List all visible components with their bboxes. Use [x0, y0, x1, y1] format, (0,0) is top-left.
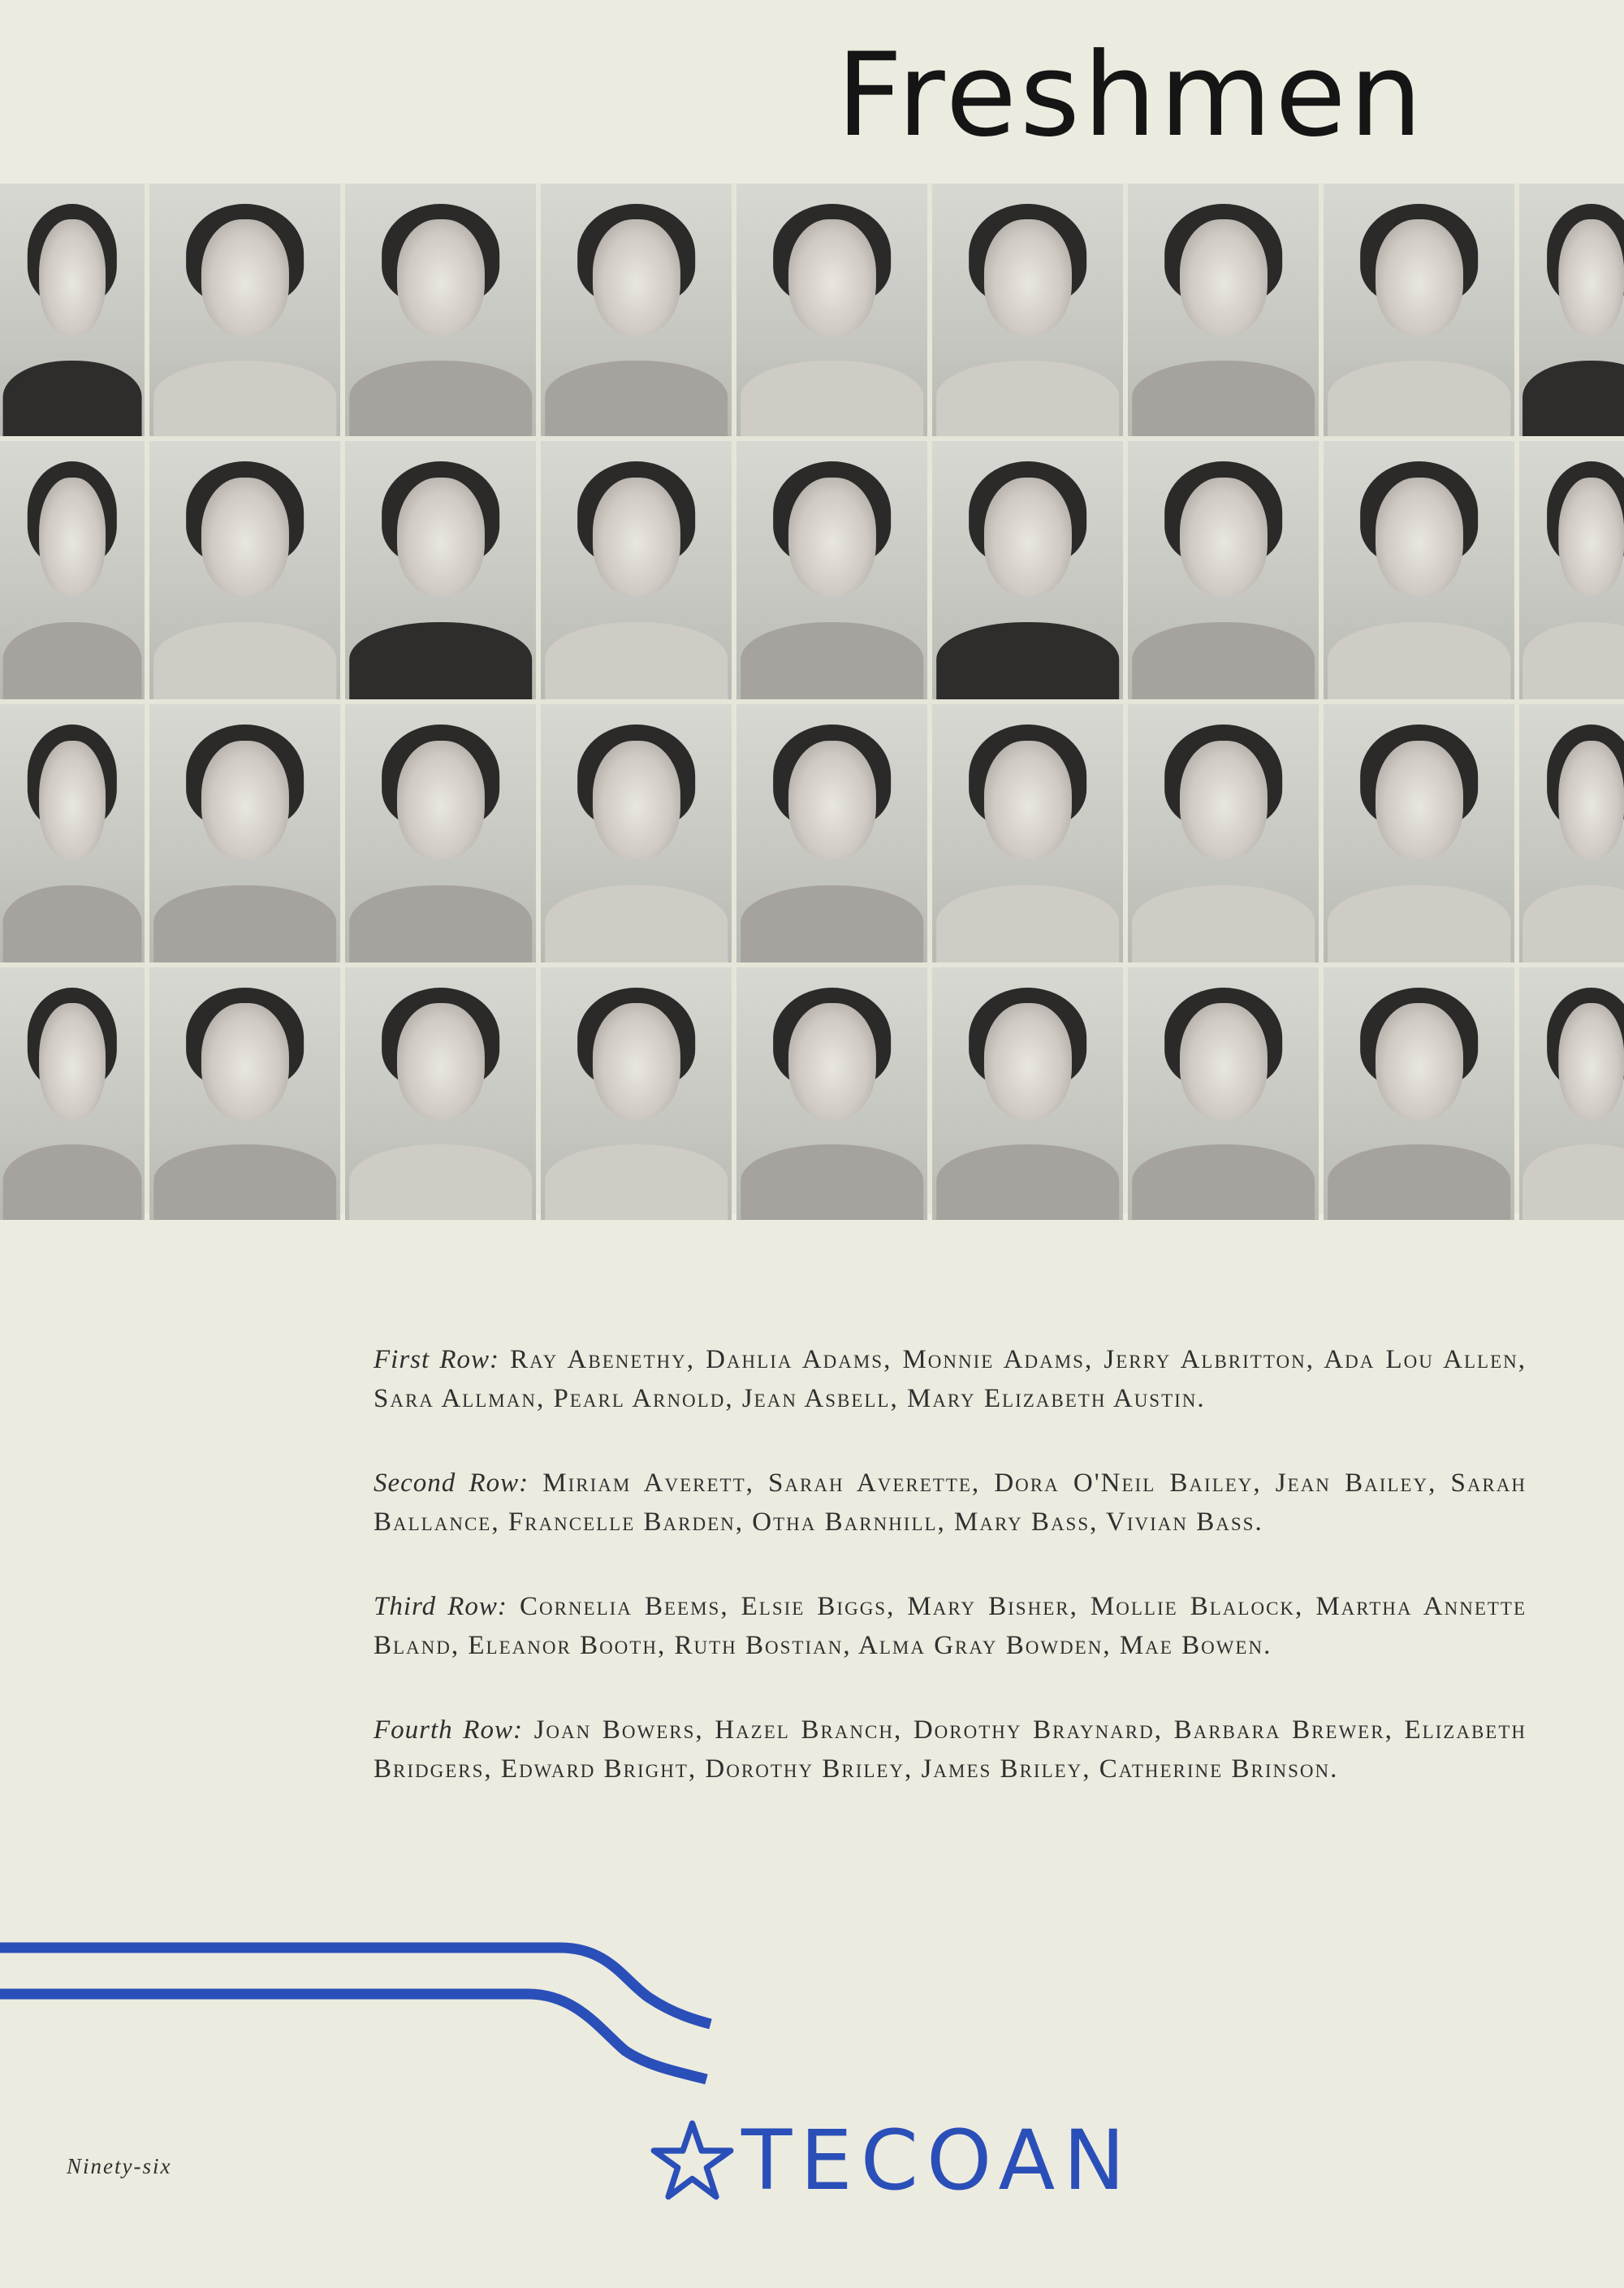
portrait-shoulders — [1328, 1144, 1511, 1220]
caption-second-row — [374, 1464, 1527, 1542]
portrait-shoulders — [936, 1144, 1120, 1220]
row-names: Ray Abenethy, Dahlia Adams, Monnie Adams, Jerry Albritton, Ada Lou Allen, Sara Allman, Pearl Arnold, Jean Asbell, Mary Elizabeth Austin. — [374, 1345, 1527, 1413]
portrait-grid — [0, 184, 1624, 1213]
portrait-shoulders — [741, 361, 924, 436]
student-portrait — [149, 704, 340, 962]
student-portrait — [1519, 967, 1624, 1220]
student-portrait — [345, 184, 536, 436]
portrait-face — [592, 478, 680, 596]
student-portrait — [1128, 967, 1319, 1220]
portrait-face — [788, 219, 875, 335]
portrait-shoulders — [1328, 361, 1511, 436]
student-portrait — [541, 184, 732, 436]
portrait-shoulders — [153, 1144, 337, 1220]
portrait-shoulders — [545, 361, 728, 436]
portrait-face — [983, 741, 1071, 859]
student-portrait — [932, 704, 1123, 962]
portrait-face — [1558, 1003, 1624, 1119]
portrait-face — [1375, 478, 1462, 596]
student-portrait — [1324, 704, 1514, 962]
portrait-face — [39, 219, 106, 335]
portrait-shoulders — [741, 885, 924, 962]
star-icon — [650, 2118, 735, 2204]
logo-wordmark: TECOAN — [741, 2112, 1134, 2209]
portrait-face — [1179, 478, 1267, 596]
portrait-shoulders — [1522, 361, 1624, 436]
portrait-shoulders — [1132, 361, 1315, 436]
row-names: Miriam Averett, Sarah Averette, Dora O'Neil Bailey, Jean Bailey, Sarah Ballance, Francelle Barden, Otha Barnhill, Mary Bass, Vivian Bass. — [374, 1468, 1527, 1537]
student-portrait — [1324, 441, 1514, 699]
student-portrait — [345, 704, 536, 962]
portrait-shoulders — [1328, 622, 1511, 699]
portrait-shoulders — [1132, 622, 1315, 699]
portrait-face — [1179, 741, 1267, 859]
portrait-shoulders — [349, 1144, 533, 1220]
portrait-shoulders — [936, 622, 1120, 699]
portrait-shoulders — [3, 622, 142, 699]
portrait-shoulders — [936, 885, 1120, 962]
student-portrait — [0, 184, 145, 436]
student-portrait — [1128, 441, 1319, 699]
portrait-shoulders — [1132, 885, 1315, 962]
page-title: Freshmen — [836, 28, 1426, 162]
row-label: Second Row: — [374, 1468, 529, 1498]
portrait-face — [592, 741, 680, 859]
portrait-face — [1375, 741, 1462, 859]
portrait-face — [788, 478, 875, 596]
portrait-face — [1375, 219, 1462, 335]
portrait-shoulders — [3, 361, 142, 436]
portrait-face — [39, 1003, 106, 1119]
caption-block — [374, 1340, 1527, 1834]
student-portrait — [932, 184, 1123, 436]
portrait-shoulders — [1522, 1144, 1624, 1220]
portrait-face — [788, 741, 875, 859]
student-portrait — [149, 184, 340, 436]
student-portrait — [345, 441, 536, 699]
decorative-stripes — [0, 1933, 731, 2096]
portrait-face — [396, 478, 484, 596]
portrait-shoulders — [741, 1144, 924, 1220]
caption-first-row — [374, 1340, 1527, 1418]
student-portrait — [541, 704, 732, 962]
portrait-face — [1558, 741, 1624, 859]
student-portrait — [1128, 704, 1319, 962]
portrait-shoulders — [3, 885, 142, 962]
portrait-shoulders — [349, 622, 533, 699]
portrait-face — [396, 741, 484, 859]
portrait-shoulders — [1132, 1144, 1315, 1220]
portrait-face — [1558, 478, 1624, 596]
portrait-face — [1179, 1003, 1267, 1119]
student-portrait — [736, 441, 927, 699]
portrait-shoulders — [153, 622, 337, 699]
portrait-face — [592, 219, 680, 335]
portrait-face — [396, 219, 484, 335]
student-portrait — [1519, 441, 1624, 699]
portrait-face — [1375, 1003, 1462, 1119]
student-portrait — [736, 704, 927, 962]
row-names: Joan Bowers, Hazel Branch, Dorothy Braynard, Barbara Brewer, Elizabeth Bridgers, Edward Bright, Dorothy Briley, James Briley, Catherine Brinson. — [374, 1715, 1527, 1784]
student-portrait — [1324, 184, 1514, 436]
student-portrait — [0, 704, 145, 962]
student-portrait — [0, 441, 145, 699]
row-label: Fourth Row: — [374, 1715, 523, 1745]
portrait-shoulders — [153, 885, 337, 962]
caption-fourth-row — [374, 1711, 1527, 1788]
page-number: Ninety-six — [67, 2154, 172, 2178]
student-portrait — [736, 184, 927, 436]
student-portrait — [0, 967, 145, 1220]
portrait-shoulders — [936, 361, 1120, 436]
portrait-shoulders — [545, 1144, 728, 1220]
portrait-face — [983, 1003, 1071, 1119]
portrait-face — [592, 1003, 680, 1119]
tecoan-logo — [650, 2112, 1134, 2209]
portrait-face — [201, 741, 288, 859]
portrait-face — [39, 478, 106, 596]
portrait-shoulders — [1522, 885, 1624, 962]
portrait-face — [983, 478, 1071, 596]
portrait-shoulders — [1328, 885, 1511, 962]
portrait-shoulders — [349, 361, 533, 436]
portrait-shoulders — [349, 885, 533, 962]
portrait-shoulders — [153, 361, 337, 436]
portrait-face — [201, 219, 288, 335]
row-label: First Row: — [374, 1345, 499, 1374]
student-portrait — [541, 967, 732, 1220]
portrait-face — [201, 478, 288, 596]
student-portrait — [345, 967, 536, 1220]
student-portrait — [149, 967, 340, 1220]
portrait-shoulders — [1522, 622, 1624, 699]
student-portrait — [1519, 704, 1624, 962]
caption-third-row — [374, 1587, 1527, 1665]
student-portrait — [541, 441, 732, 699]
portrait-shoulders — [545, 622, 728, 699]
student-portrait — [932, 441, 1123, 699]
student-portrait — [1128, 184, 1319, 436]
student-portrait — [149, 441, 340, 699]
student-portrait — [736, 967, 927, 1220]
portrait-shoulders — [545, 885, 728, 962]
portrait-face — [396, 1003, 484, 1119]
portrait-face — [1558, 219, 1624, 335]
student-portrait — [1324, 967, 1514, 1220]
portrait-shoulders — [741, 622, 924, 699]
portrait-face — [1179, 219, 1267, 335]
student-portrait — [932, 967, 1123, 1220]
row-label: Third Row: — [374, 1592, 508, 1621]
row-names: Cornelia Beems, Elsie Biggs, Mary Bisher, Mollie Blalock, Martha Annette Bland, Eleanor Booth, Ruth Bostian, Alma Gray Bowden, Mae Bowen. — [374, 1592, 1527, 1660]
portrait-face — [983, 219, 1071, 335]
portrait-face — [788, 1003, 875, 1119]
portrait-shoulders — [3, 1144, 142, 1220]
student-portrait — [1519, 184, 1624, 436]
portrait-face — [39, 741, 106, 859]
portrait-face — [201, 1003, 288, 1119]
